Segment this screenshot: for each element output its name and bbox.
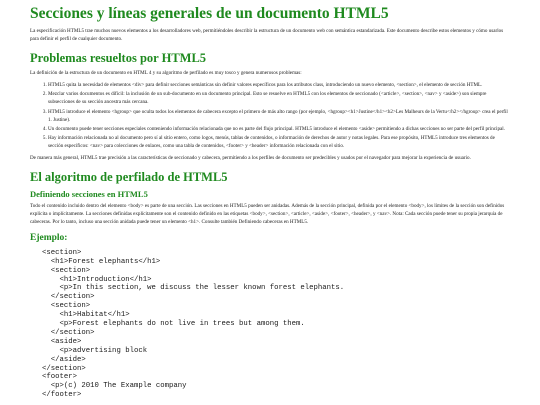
defining-sections-heading: Definiendo secciones en HTML5 (30, 189, 148, 200)
list-item: 5. Hay información relacionada no al documento pero sí al sitio entero, como logos, menús, tablas de contenidos, o información de derechos de autor y notas legales. Para ese propósito, HTML5 introduce tres elementos de sección específicos: <nav> para colecciones de enlaces, como una tabla de contenidos, <footer> y <header> información relacionada con el sitio. (48, 135, 510, 151)
problems-heading: Problemas resueltos por HTML5 (30, 51, 207, 66)
list-item: 1. HTML5 quita la necesidad de elementos <div> para definir secciones semánticas sin definir valores específicos para los atributos class, introduciendo un nuevo elemento, <section>, el elemento de sección HTML. (48, 82, 510, 90)
page-title: Secciones y líneas generales de un documento HTML5 (30, 5, 389, 22)
list-item: 3. HTML5 introduce el elemento <hgroup> que oculta todos los elementos de cabecera excepto el primero de más alto rango (por ejemplo, <hgroup><h1>Justine</h1><h2>Les Malheurs de la Vertu</h2></hgroup> crea el perfil 1. Justine). (48, 109, 510, 125)
intro-paragraph: La especificación HTML5 trae muchos nuevos elementos a los desarrolladores web, permitiéndoles describir la estructura de un documento web con semántica estandarizada. Este documento describe estos elementos y cómo usarlos para definir el perfil de cualquier documento. (30, 28, 504, 43)
example-label: Ejemplo: (30, 232, 68, 243)
list-item: 2. Mezclar varios documentos es difícil: la inclusión de un sub-documento en un documento principal. Esto se resuelve en HTML5 con los elementos de seccionado (<article>, <section>, <nav> y <aside>) son siempre subsecciones de su sección ancestra más cercana. (48, 91, 510, 107)
list-item: 4. Un documento puede tener secciones especiales conteniendo información relacionada que no es parte del flujo principal. HTML5 introduce el elemento <aside> permitiendo a dichas secciones no ser parte del perfil principal. (48, 126, 510, 134)
problems-list (30, 82, 510, 151)
algorithm-heading: El algoritmo de perfilado de HTML5 (30, 170, 228, 185)
example-code-block: <section> <h1>Forest elephants</h1> <section> <h1>Introduction</h1> <p>In this section, we discuss the lesser known forest elephants. </section> <section> <h1>Habitat</h1> <p>Forest elephants do not live in trees but among them. </section> <aside> <p>advertising block </aside> </section> <footer> <p>(c) 2010 The Example company </footer> (42, 248, 345, 400)
algorithm-body: Todo el contenido incluido dentro del elemento <body> es parte de una sección. Las secciones en HTML5 pueden ser anidadas. Además de la sección principal, definida por el elemento <body>, los límites de la sección son definidos explícita o implícitamente. La secciones definidas explícitamente son el contenido definido en las etiquetas <body>, <section>, <article>, <aside>, <footer>, <header>, y <nav>. Nota: Cada sección puede tener su propia jerarquía de cabeceras. Por lo tanto, incluso una sección anidada puede tener un elemento <h1>. Consulte también Definiendo cabeceras en HTML5. (30, 203, 505, 226)
problems-outro: De manera más general, HTML5 trae precisión a las características de seccionado y cabecera, permitiendo a los perfiles de documento ser predecibles y usados por el navegador para mejorar la experiencia de usuario. (30, 155, 471, 162)
problems-intro: La definición de la estructura de un documento en HTML 4 y su algoritmo de perfilado es muy tosco y genera numerosos problemas: (30, 70, 302, 77)
